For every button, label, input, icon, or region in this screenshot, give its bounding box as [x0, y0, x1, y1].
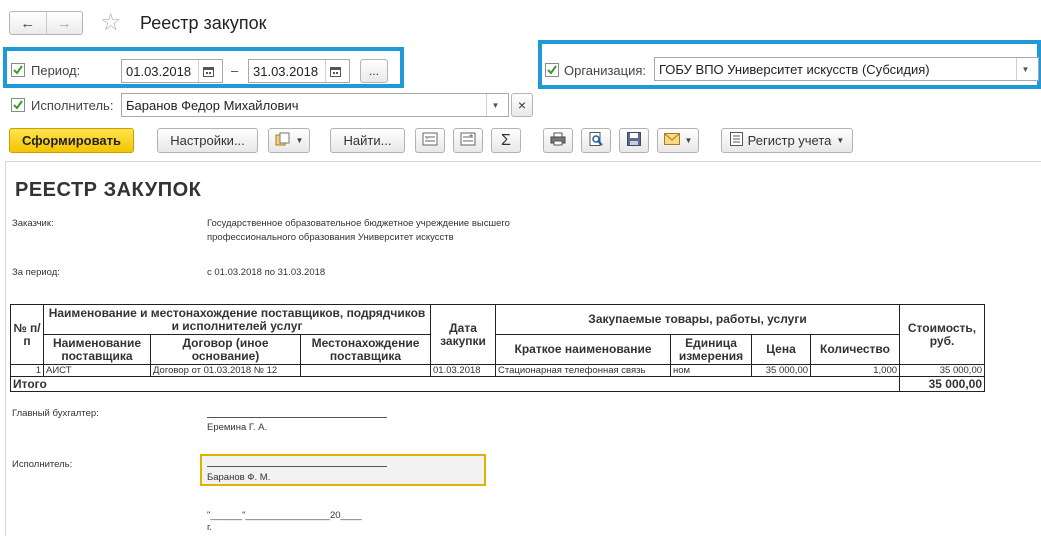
- header-cost: Стоимость, руб.: [900, 305, 985, 365]
- chief-accountant-signature-line: [207, 417, 387, 418]
- header-num: № п/п: [11, 305, 44, 365]
- register-label: Регистр учета: [747, 133, 832, 148]
- print-button[interactable]: [543, 128, 573, 153]
- forward-button[interactable]: [46, 12, 83, 34]
- arrow-right-icon: →: [56, 14, 72, 32]
- envelope-icon: [664, 133, 680, 148]
- generate-button[interactable]: Сформировать: [9, 128, 134, 153]
- cell-unit: ном: [671, 365, 752, 377]
- customer-label: Заказчик:: [12, 218, 54, 229]
- executor-clear-button[interactable]: ×: [511, 93, 533, 117]
- check-icon: [546, 64, 558, 76]
- executor-value: Баранов Федор Михайлович: [126, 97, 299, 113]
- executor-checkbox[interactable]: [11, 98, 25, 112]
- period-select-button[interactable]: ...: [360, 59, 388, 83]
- favorite-star-icon[interactable]: ☆: [100, 9, 122, 36]
- organization-label: Организация:: [564, 63, 647, 78]
- chief-accountant-name: Еремина Г. А.: [207, 422, 268, 433]
- svg-text:+: +: [469, 133, 474, 140]
- collapse-groups-button[interactable]: [415, 128, 445, 153]
- cell-short-name: Стационарная телефонная связь: [496, 365, 671, 377]
- calendar-icon[interactable]: [198, 60, 218, 82]
- executor-select[interactable]: [121, 93, 509, 117]
- send-email-dropdown-button[interactable]: [657, 128, 699, 153]
- total-value: 35 000,00: [900, 377, 985, 392]
- printer-icon: [550, 132, 566, 149]
- group-expand-icon: [460, 132, 476, 149]
- table-row[interactable]: [11, 365, 985, 377]
- cell-qty: 1,000: [811, 365, 900, 377]
- sigma-icon: Σ: [501, 131, 511, 149]
- report-table: [10, 304, 985, 392]
- print-preview-icon: [588, 132, 604, 149]
- chevron-down-icon: ▼: [295, 136, 304, 145]
- cell-price: 35 000,00: [752, 365, 811, 377]
- save-button[interactable]: [619, 128, 649, 153]
- header-price: Цена: [752, 335, 811, 365]
- header-unit: Единица измерения: [671, 335, 752, 365]
- cell-location: [301, 365, 431, 377]
- floppy-disk-icon: [627, 132, 641, 149]
- window-title: Реестр закупок: [140, 13, 267, 33]
- settings-button[interactable]: Настройки...: [157, 128, 258, 153]
- period-caption: За период:: [12, 267, 60, 278]
- svg-text:-: -: [426, 136, 428, 142]
- find-button[interactable]: Найти...: [330, 128, 405, 153]
- organization-checkbox[interactable]: [545, 63, 559, 77]
- header-short-name: Краткое наименование: [496, 335, 671, 365]
- expand-groups-button[interactable]: [453, 128, 483, 153]
- header-qty: Количество: [811, 335, 900, 365]
- period-from-value: 01.03.2018: [126, 63, 192, 79]
- date-line: "______"________________20____: [207, 510, 362, 521]
- total-label: Итого: [11, 377, 900, 392]
- customer-line-1: Государственное образовательное бюджетное учреждение высшего: [207, 218, 510, 229]
- executor-caption: Исполнитель:: [12, 459, 73, 470]
- chevron-down-icon: ▼: [836, 136, 845, 145]
- executor-label: Исполнитель:: [31, 98, 114, 113]
- header-suppliers: Наименование и местонахождение поставщиков, подрядчиков и исполнителей услуг: [44, 305, 431, 335]
- preview-button[interactable]: [581, 128, 611, 153]
- arrow-left-icon: ←: [20, 14, 36, 32]
- cell-date: 01.03.2018: [431, 365, 496, 377]
- back-button[interactable]: [10, 12, 46, 34]
- report-title: РЕЕСТР ЗАКУПОК: [15, 179, 202, 201]
- header-goods: Закупаемые товары, работы, услуги: [496, 305, 900, 335]
- period-label: Период:: [31, 63, 81, 78]
- header-location: Местонахождение поставщика: [301, 335, 431, 365]
- calendar-icon[interactable]: [325, 60, 345, 82]
- chevron-down-icon[interactable]: ▼: [1016, 58, 1034, 80]
- chevron-down-icon: ▼: [684, 136, 693, 145]
- register-dropdown-button[interactable]: [721, 128, 853, 153]
- header-supplier-name: Наименование поставщика: [44, 335, 151, 365]
- sum-button[interactable]: [491, 128, 521, 153]
- report-variant-icon: [275, 132, 291, 149]
- period-dash: –: [231, 63, 239, 78]
- check-icon: [12, 99, 24, 111]
- chief-accountant-label: Главный бухгалтер:: [12, 408, 99, 419]
- chevron-down-icon[interactable]: ▼: [486, 94, 504, 116]
- header-date: Дата закупки: [431, 305, 496, 365]
- period-value: с 01.03.2018 по 31.03.2018: [207, 267, 326, 278]
- group-collapse-icon: [422, 132, 438, 149]
- cell-cost: 35 000,00: [900, 365, 985, 377]
- executor-signature-line: [207, 466, 387, 467]
- period-checkbox[interactable]: [11, 63, 25, 77]
- period-from-field[interactable]: [121, 59, 223, 83]
- register-icon: [730, 132, 743, 149]
- year-suffix: г.: [207, 522, 212, 533]
- cell-contract: Договор от 01.03.2018 № 12: [151, 365, 301, 377]
- customer-line-2: профессионального образования Университет искусств: [207, 232, 454, 243]
- header-contract: Договор (иное основание): [151, 335, 301, 365]
- check-icon: [12, 64, 24, 76]
- variants-dropdown-button[interactable]: [268, 128, 310, 153]
- organization-select[interactable]: [654, 57, 1039, 81]
- executor-name: Баранов Ф. М.: [207, 472, 271, 483]
- organization-value: ГОБУ ВПО Университет искусств (Субсидия): [659, 61, 930, 77]
- period-to-value: 31.03.2018: [253, 63, 319, 79]
- cell-supplier: АИСТ: [44, 365, 151, 377]
- history-nav: [9, 11, 83, 35]
- total-row: [11, 377, 985, 392]
- cell-num: 1: [11, 365, 44, 377]
- period-to-field[interactable]: [248, 59, 350, 83]
